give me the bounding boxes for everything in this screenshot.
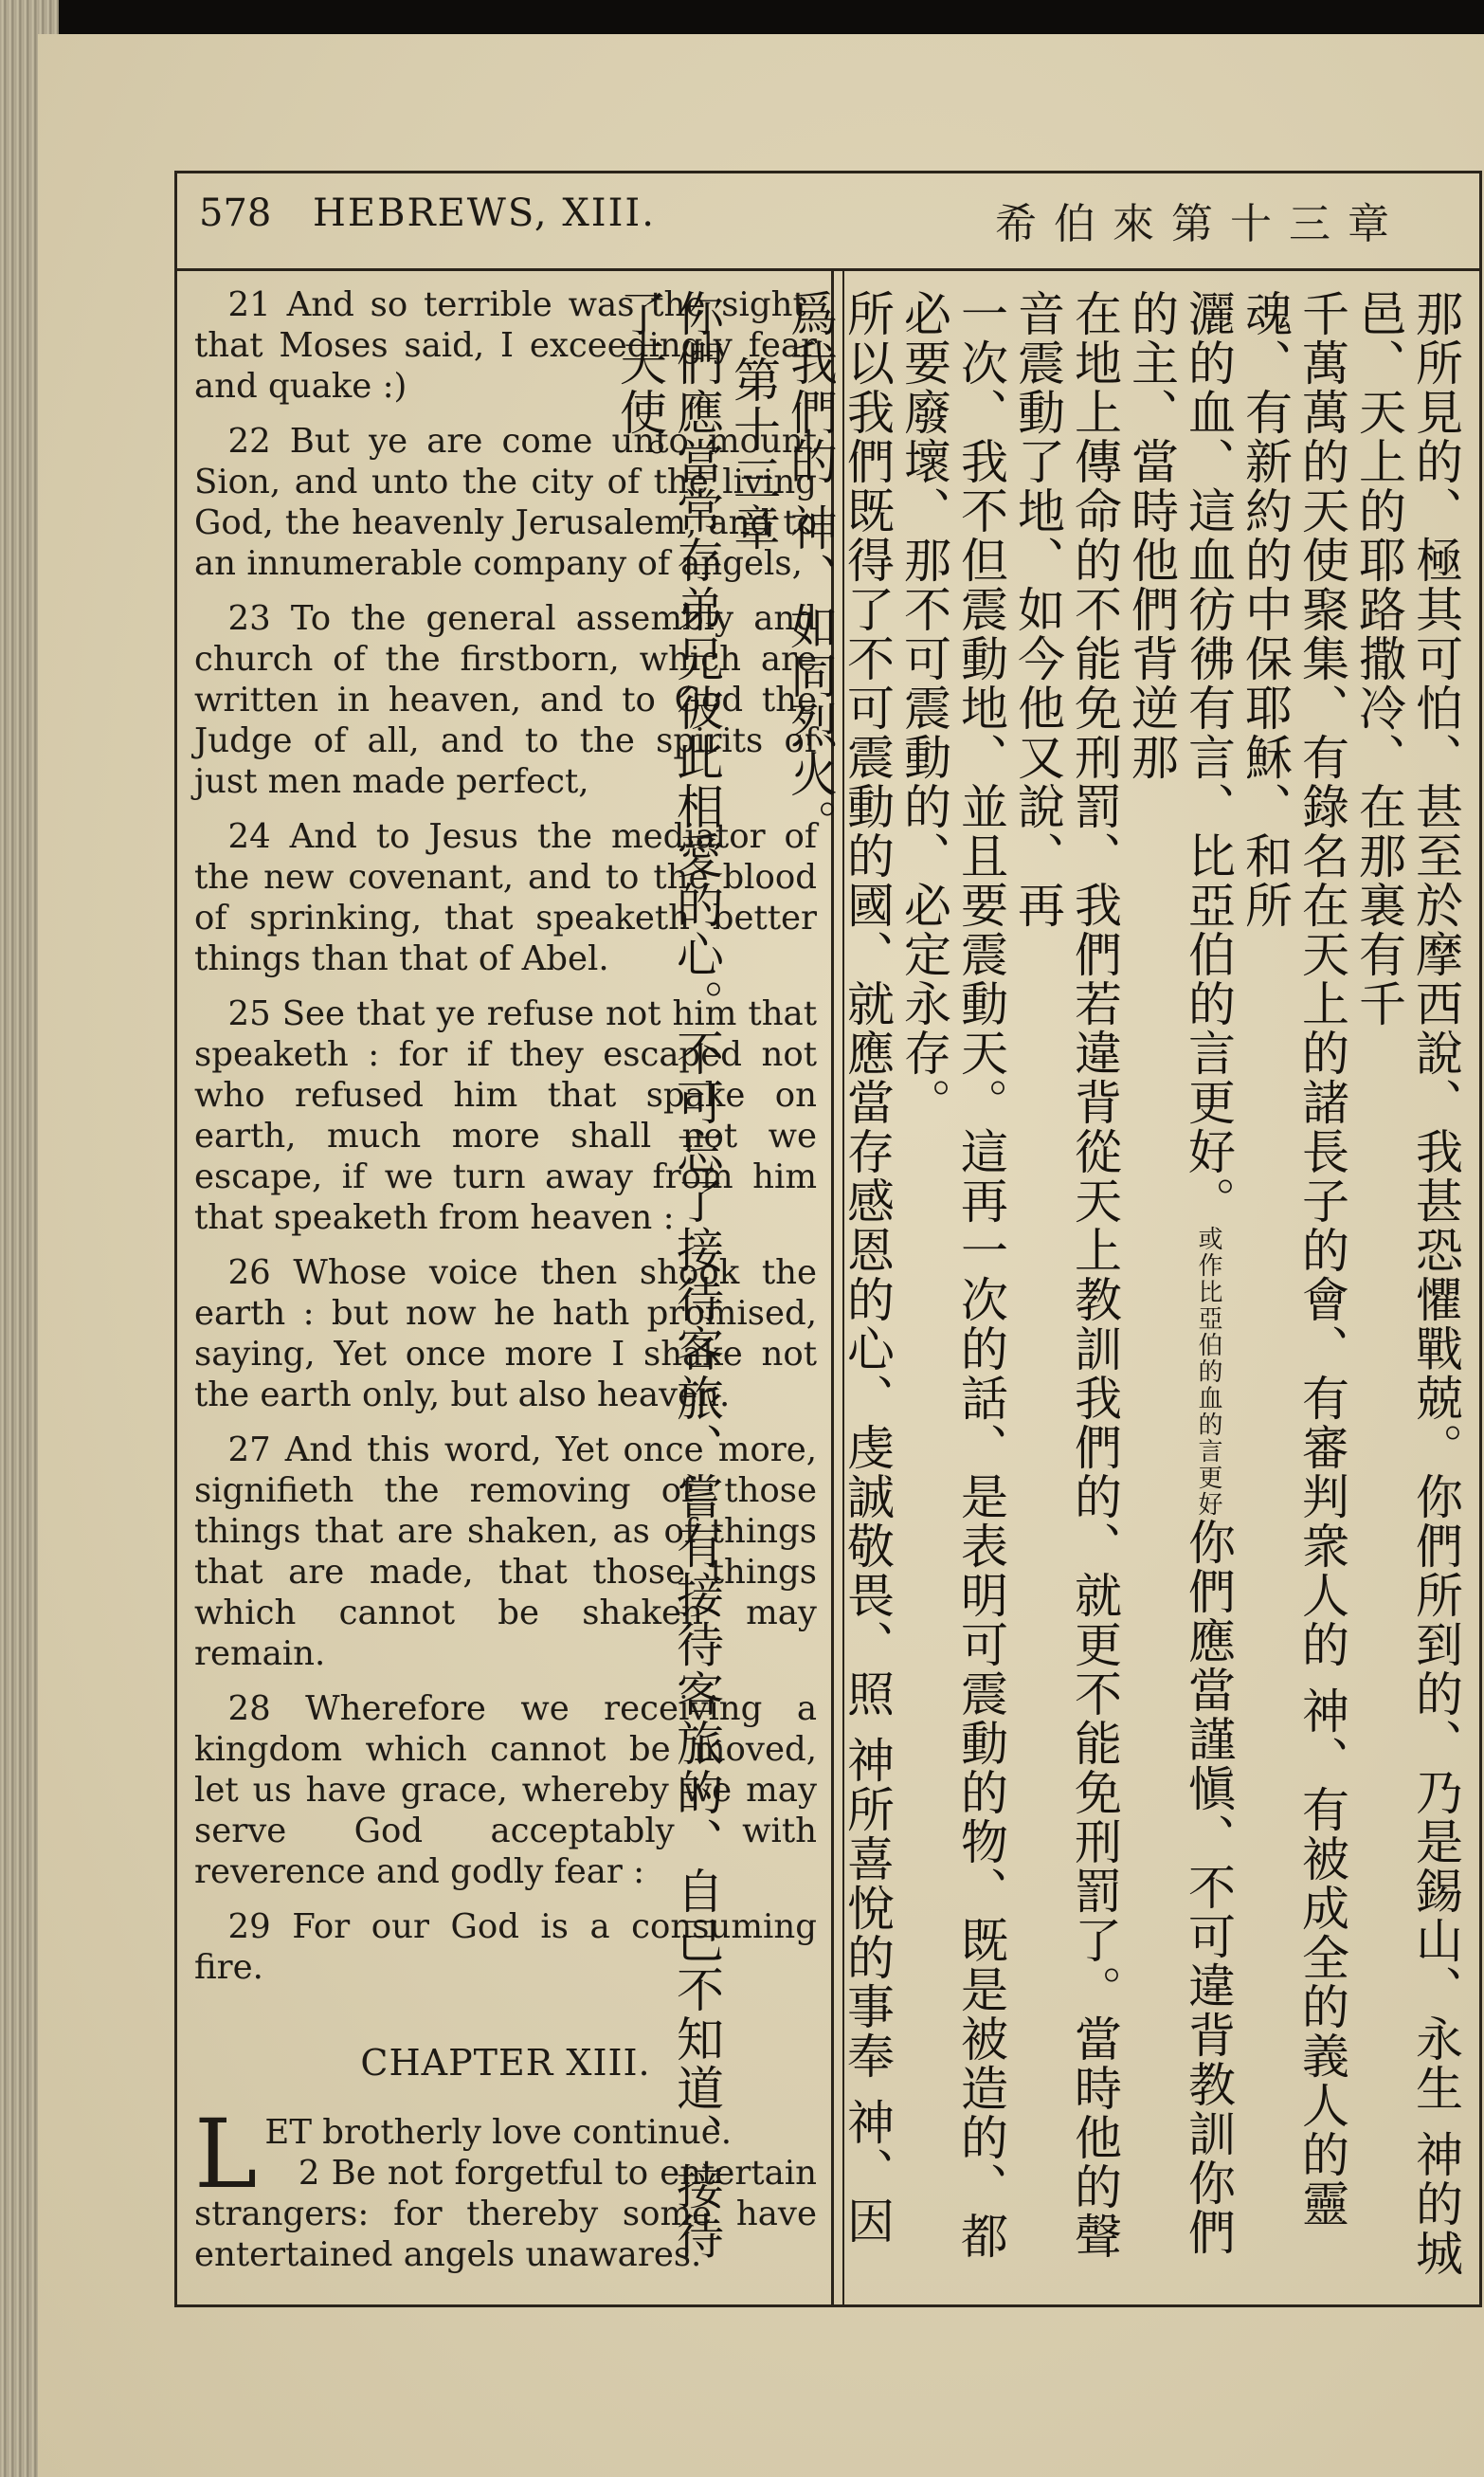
verse-number: 26 — [227, 1253, 271, 1292]
verse-text: And so terrible was the sight, that Moses said, I exceedingly fear and quake :) — [194, 285, 817, 406]
chinese-line-3-continued: 你們應當謹愼、不可違背教訓你們的主、當時他們背逆那 — [1124, 289, 1236, 2257]
verse-1-text: ET brotherly love continue. — [264, 2113, 732, 2152]
verse-text: Wherefore we receiving a kingdom which cannot be moved, let us have grace, whereby we may serve God acceptably with reverence and godly fear : — [194, 1689, 817, 1891]
chinese-note: 或作比亞伯的血的言更好 — [1194, 1226, 1222, 1518]
verse-text: See that ye refuse not him that speaketh : for if they escaped not who refused him that spake on earth, much more shall not we escape, if we turn away from him that speaketh from heaven : — [194, 994, 817, 1237]
running-head-chinese: 希伯來第十三章 — [995, 200, 1406, 248]
verse-text: But ye are come unto mount Sion, and unto the city of the living God, the heavenly Jerusalem, and to an innumerable company of angels, — [194, 422, 817, 583]
running-head-english: HEBREWS, XIII. — [313, 191, 656, 235]
verse-text: To the general assembly and church of the firstborn, which are written in heaven, and to God the Judge of all, and to the spirits of just men made perfect, — [194, 599, 817, 801]
verse-number: 2 — [298, 2154, 320, 2193]
page-number: 578 — [199, 191, 272, 235]
verse-number: 22 — [227, 422, 271, 461]
chinese-line-3-text: 灑的血、這血彷彿有言、比亞伯的言更好。 — [1181, 289, 1236, 1226]
chapter-heading-chinese: 第十三章 — [726, 355, 781, 553]
verse-number: 21 — [227, 285, 271, 324]
verse-number: 25 — [227, 994, 271, 1033]
chinese-chapter13-line-1: 你們應當常存弟兄彼此相愛的心。不可忘了接待客旅、嘗有接待客旅的、自己不知道、接待了天使。 — [612, 289, 724, 2261]
chinese-line-4: 在地上傳命的不能免刑罰、我們若違背從天上教訓我們的、就更不能免刑罰了。當時他的聲音震動了地、如今他又說、再 — [1010, 289, 1122, 2261]
verse-number: 23 — [227, 599, 271, 638]
verse-number: 24 — [227, 817, 271, 856]
verse-2-text: Be not forgetful to entertain strangers: for thereby some have entertained angels unawares. — [194, 2154, 817, 2274]
verse-text: And this word, Yet once more, signifieth the removing of those things that are shaken, as of things that are made, that those things which cannot be shaken may remain. — [194, 1430, 817, 1673]
chinese-line-1: 那所見的、極其可怕、甚至於摩西說、我甚恐懼戰兢。你們所到的、乃是錫山、永生 神的城邑、天上的耶路撒冷、在那裏有千 — [1351, 289, 1463, 2278]
chapter-heading-english: CHAPTER XIII. — [360, 2042, 651, 2084]
verse-number: 27 — [227, 1430, 271, 1469]
verse-text: Whose voice then shook the earth : but now he hath promised, saying, Yet once more I shake not the earth only, but also heaven. — [194, 1253, 817, 1414]
verse-number: 29 — [227, 1907, 271, 1946]
chinese-line-6: 所以我們既得了不可震動的國、就應當存感恩的心、虔誠敬畏、照 神所喜悅的事奉 神、因爲我們的 神、如同烈火。 — [783, 289, 895, 2246]
verse-text: For our God is a consuming fire. — [194, 1907, 817, 1987]
chinese-column — [612, 289, 1464, 2280]
chinese-line-3 — [1123, 289, 1237, 2280]
chinese-line-2: 千萬萬的天使聚集、有錄名在天上的諸長子的會、有審判衆人的 神、有被成全的義人的靈魂、有新約的中保耶穌、和所 — [1238, 289, 1349, 2229]
verse-number: 28 — [227, 1689, 271, 1728]
chinese-line-5: 一次、我不但震動地、並且要震動天。這再一次的話、是表明可震動的物、既是被造的、都必要廢壞、那不可震動的、必定永存。 — [896, 289, 1008, 2261]
header-rule — [174, 268, 1482, 271]
drop-cap: L — [194, 2099, 258, 2210]
verse-text: And to Jesus the mediator of the new covenant, and to the blood of sprinking, that speaketh better things than that of Abel. — [194, 817, 818, 978]
